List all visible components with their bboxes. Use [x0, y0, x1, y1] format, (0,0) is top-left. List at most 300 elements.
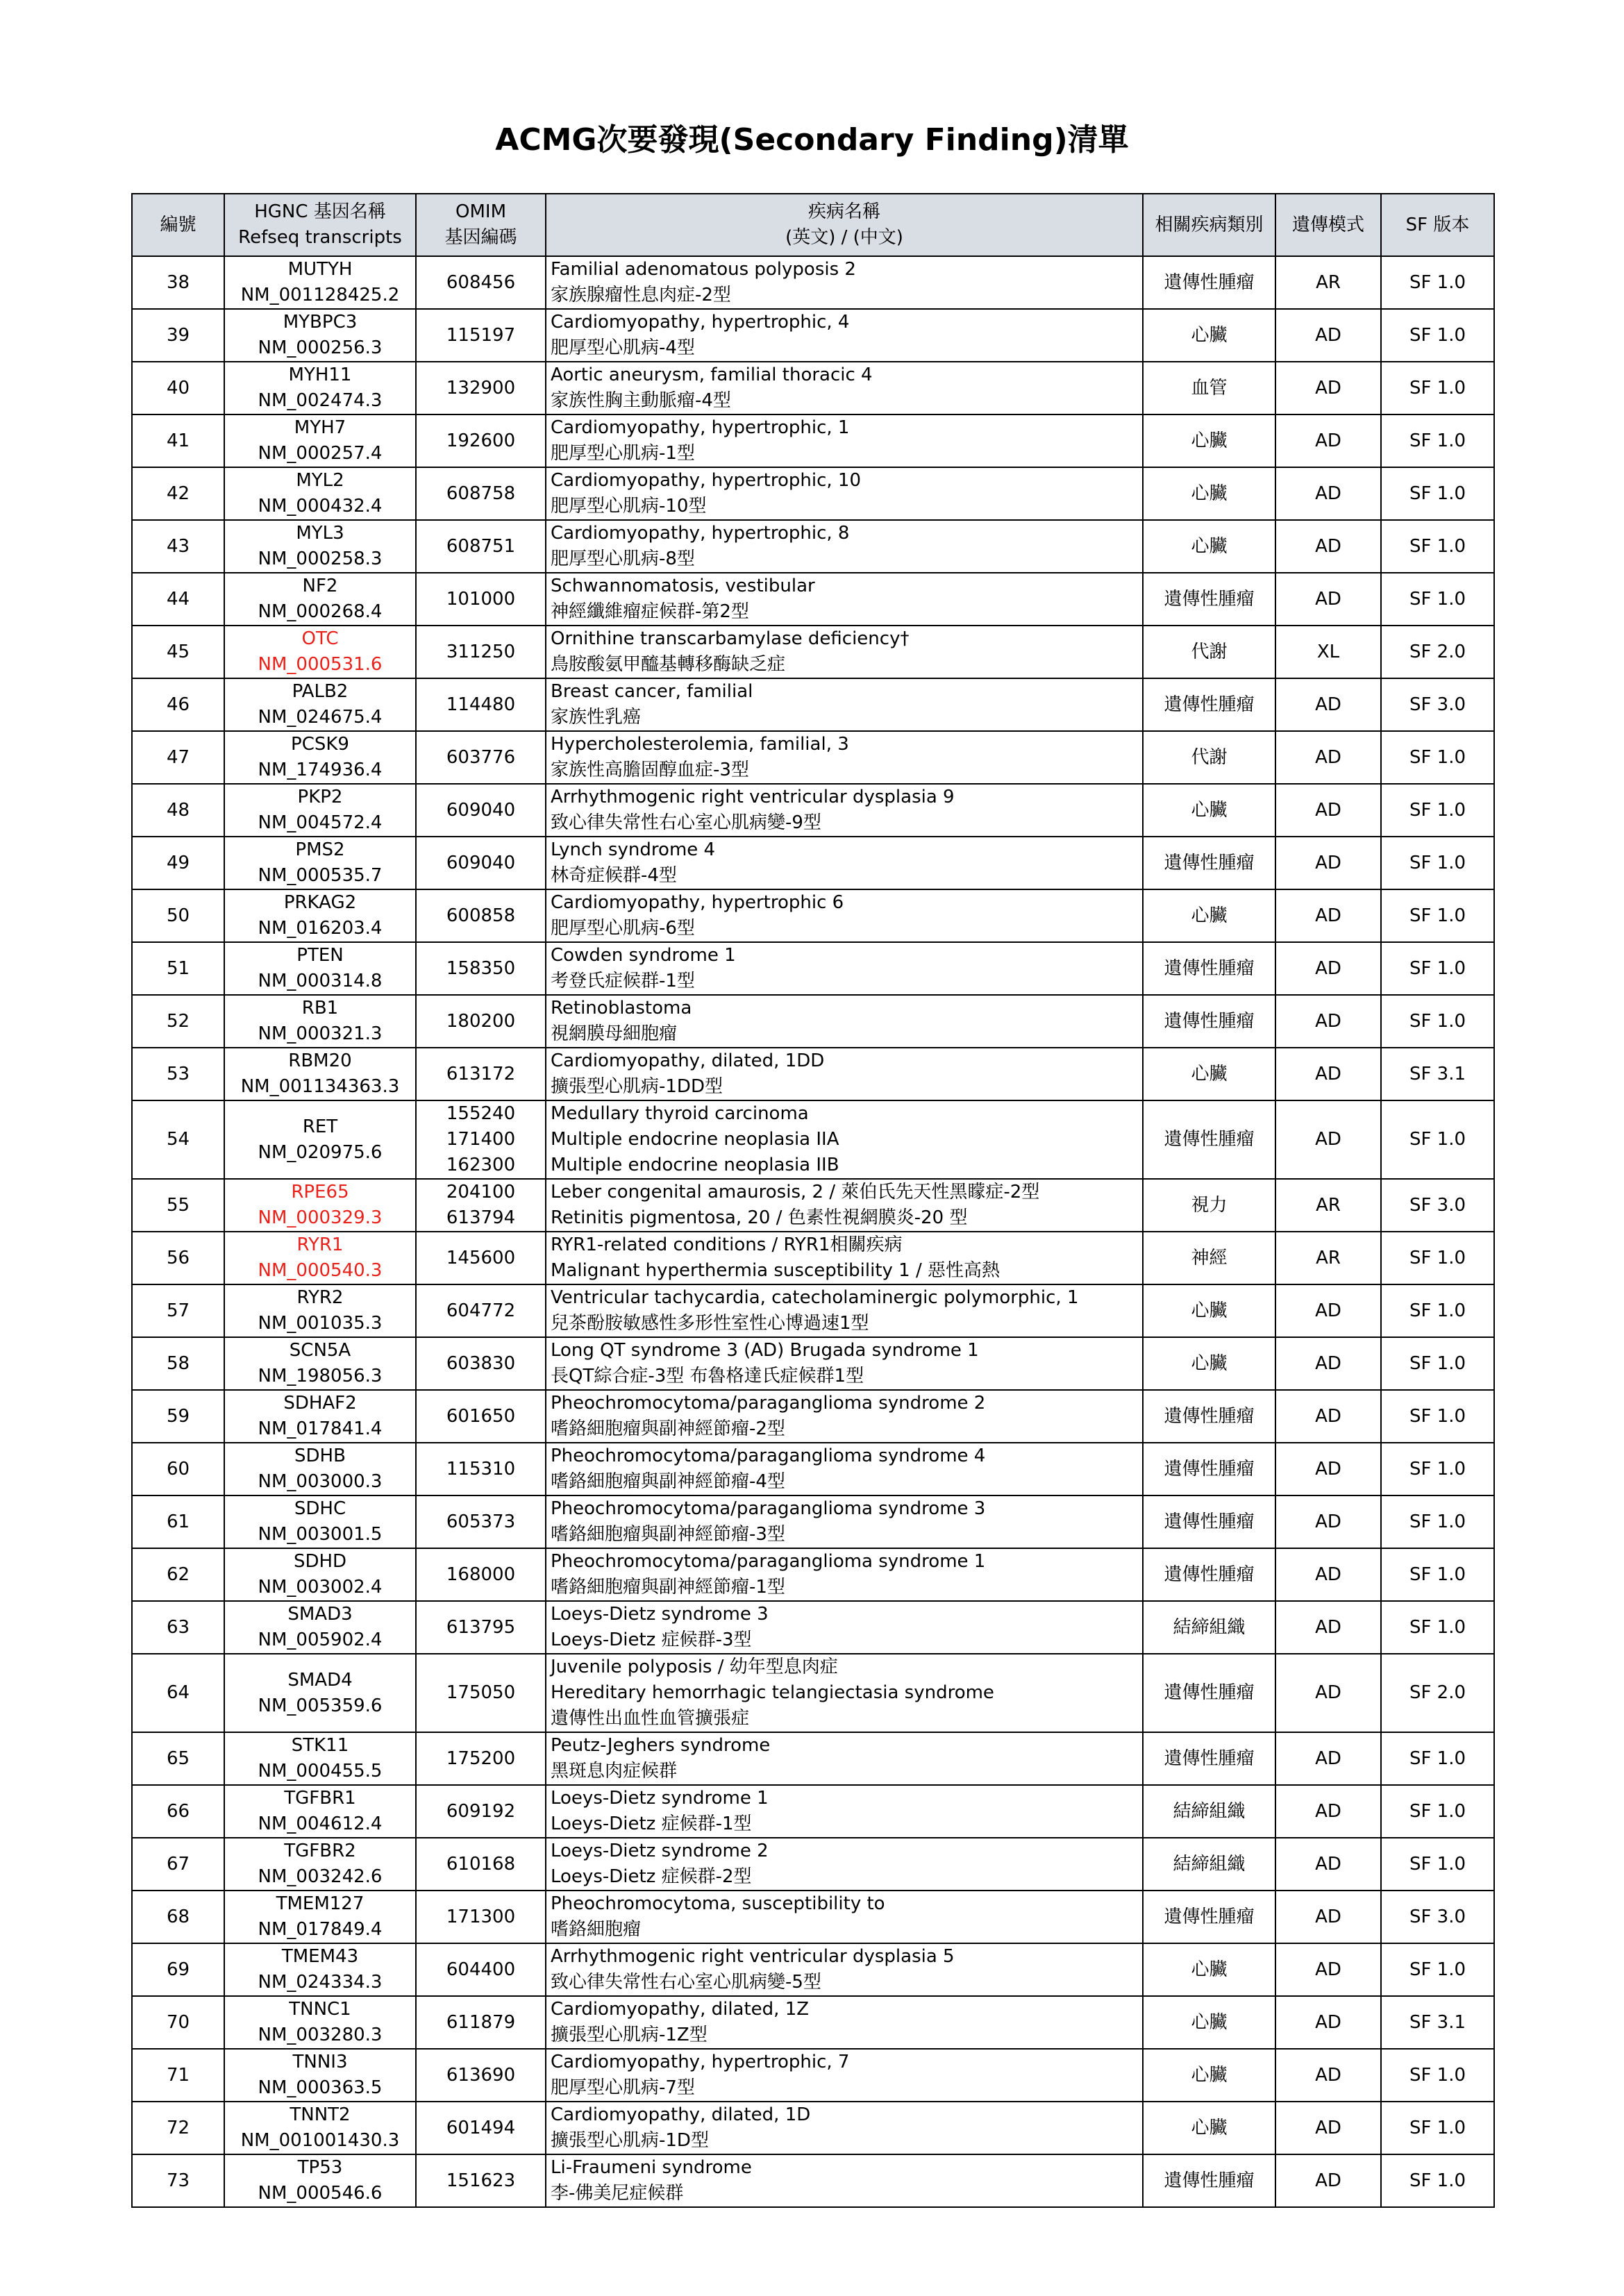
table-row [132, 1284, 1494, 1337]
cell-version: SF 1.0 [1381, 995, 1494, 1048]
cell-gene [224, 942, 416, 995]
header-inheritance: 遺傳模式 [1275, 194, 1381, 256]
cell-omim [416, 1337, 546, 1390]
disease-line: Hereditary hemorrhagic telangiectasia syndrome [551, 1682, 994, 1703]
table-row [132, 256, 1494, 309]
cell-disease [546, 889, 1143, 942]
gene-name: TNNT2 [290, 2104, 351, 2125]
cell-omim [416, 573, 546, 626]
cell-omim [416, 889, 546, 942]
cell-inheritance: AD [1275, 362, 1381, 414]
table-row [132, 731, 1494, 784]
cell-category: 遺傳性腫瘤 [1143, 1443, 1275, 1495]
cell-gene [224, 1232, 416, 1284]
disease-line: 視網膜母細胞瘤 [551, 1023, 678, 1044]
cell-omim [416, 1232, 546, 1284]
cell-category: 心臟 [1143, 1996, 1275, 2049]
cell-no: 49 [132, 837, 224, 889]
cell-disease [546, 2154, 1143, 2207]
cell-omim [416, 256, 546, 309]
cell-omim [416, 995, 546, 1048]
cell-category: 心臟 [1143, 2102, 1275, 2154]
cell-inheritance: AD [1275, 1443, 1381, 1495]
refseq-transcript: NM_024334.3 [258, 1972, 383, 1993]
cell-version: SF 1.0 [1381, 784, 1494, 837]
disease-line: 擴張型心肌病-1D型 [551, 2130, 709, 2151]
cell-disease [546, 784, 1143, 837]
cell-version: SF 1.0 [1381, 2049, 1494, 2102]
cell-version: SF 1.0 [1381, 1495, 1494, 1548]
cell-gene [224, 1943, 416, 1996]
table-row [132, 1891, 1494, 1943]
cell-inheritance: AD [1275, 678, 1381, 731]
table-row [132, 414, 1494, 467]
cell-category: 心臟 [1143, 889, 1275, 942]
omim-code: 151623 [446, 2170, 516, 2191]
cell-disease [546, 837, 1143, 889]
cell-inheritance: AD [1275, 520, 1381, 573]
omim-code: 162300 [446, 1155, 516, 1175]
disease-line: Retinoblastoma [551, 998, 692, 1019]
page-title: ACMG次要發現(Secondary Finding)清單 [495, 122, 1129, 158]
disease-line: Loeys-Dietz 症候群-2型 [551, 1866, 752, 1887]
refseq-transcript: NM_001128425.2 [240, 285, 400, 305]
gene-name: SDHAF2 [283, 1393, 357, 1414]
cell-disease [546, 362, 1143, 414]
gene-name: PTEN [296, 945, 344, 966]
cell-omim [416, 678, 546, 731]
cell-gene [224, 1390, 416, 1443]
cell-gene [224, 1548, 416, 1601]
cell-gene [224, 309, 416, 362]
cell-category: 遺傳性腫瘤 [1143, 837, 1275, 889]
cell-no: 62 [132, 1548, 224, 1601]
omim-code: 601650 [446, 1405, 516, 1427]
cell-omim [416, 362, 546, 414]
cell-omim [416, 1443, 546, 1495]
cell-no: 51 [132, 942, 224, 995]
cell-gene [224, 1654, 416, 1732]
disease-line: Breast cancer, familial [551, 681, 753, 702]
cell-category: 遺傳性腫瘤 [1143, 678, 1275, 731]
disease-line: Malignant hyperthermia susceptibility 1 / 惡性高熱 [551, 1260, 1001, 1281]
cell-no: 41 [132, 414, 224, 467]
gene-name: MUTYH [287, 259, 353, 280]
cell-disease [546, 1654, 1143, 1732]
cell-no: 39 [132, 309, 224, 362]
table-row [132, 573, 1494, 626]
disease-line: 擴張型心肌病-1DD型 [551, 1076, 723, 1097]
cell-version: SF 1.0 [1381, 1838, 1494, 1891]
table-row [132, 1337, 1494, 1390]
disease-line: Cowden syndrome 1 [551, 945, 736, 966]
disease-line: 嗜鉻細胞瘤與副神經節瘤-1型 [551, 1577, 785, 1598]
cell-disease [546, 942, 1143, 995]
gene-name: RPE65 [291, 1182, 349, 1203]
cell-no: 71 [132, 2049, 224, 2102]
disease-line: Hypercholesterolemia, familial, 3 [551, 734, 849, 755]
header-no: 編號 [132, 194, 224, 256]
cell-gene [224, 1495, 416, 1548]
cell-gene [224, 2102, 416, 2154]
cell-version: SF 1.0 [1381, 1732, 1494, 1785]
disease-line: Cardiomyopathy, hypertrophic, 1 [551, 417, 850, 438]
refseq-transcript: NM_000540.3 [258, 1260, 383, 1281]
cell-no: 61 [132, 1495, 224, 1548]
header-gene: HGNC 基因名稱 Refseq transcripts [224, 194, 416, 256]
cell-omim [416, 2102, 546, 2154]
gene-name: TNNC1 [289, 1999, 351, 2020]
omim-code: 609040 [446, 852, 516, 873]
cell-gene [224, 1838, 416, 1891]
cell-no: 57 [132, 1284, 224, 1337]
cell-disease [546, 1390, 1143, 1443]
omim-code: 158350 [446, 957, 516, 979]
cell-inheritance: AD [1275, 467, 1381, 520]
disease-line: 致心律失常性右心室心肌病變-9型 [551, 812, 821, 833]
cell-no: 43 [132, 520, 224, 573]
cell-inheritance: AR [1275, 256, 1381, 309]
cell-no: 44 [132, 573, 224, 626]
disease-line: Cardiomyopathy, dilated, 1DD [551, 1050, 825, 1071]
disease-line: Pheochromocytoma, susceptibility to [551, 1893, 885, 1914]
disease-line: Loeys-Dietz syndrome 3 [551, 1604, 769, 1625]
cell-omim [416, 1495, 546, 1548]
omim-code: 132900 [446, 377, 516, 399]
disease-line: 考登氏症候群-1型 [551, 971, 695, 991]
refseq-transcript: NM_000546.6 [258, 2183, 383, 2204]
refseq-transcript: NM_001035.3 [258, 1313, 383, 1334]
table-row [132, 2102, 1494, 2154]
gene-name: SMAD4 [287, 1669, 353, 1691]
omim-code: 175200 [446, 1748, 516, 1769]
cell-category: 遺傳性腫瘤 [1143, 1654, 1275, 1732]
table-row [132, 309, 1494, 362]
disease-line: Juvenile polyposis / 幼年型息肉症 [551, 1657, 838, 1677]
cell-category: 遺傳性腫瘤 [1143, 256, 1275, 309]
refseq-transcript: NM_005359.6 [258, 1695, 383, 1716]
cell-version: SF 1.0 [1381, 1785, 1494, 1838]
cell-version: SF 2.0 [1381, 1654, 1494, 1732]
disease-line: RYR1-related conditions / RYR1相關疾病 [551, 1234, 903, 1255]
cell-disease [546, 1838, 1143, 1891]
omim-code: 608456 [446, 271, 516, 293]
cell-omim [416, 1390, 546, 1443]
refseq-transcript: NM_000314.8 [258, 971, 383, 991]
cell-inheritance: AD [1275, 2049, 1381, 2102]
table-row [132, 1838, 1494, 1891]
table-row [132, 2049, 1494, 2102]
header-version: SF 版本 [1381, 194, 1494, 256]
omim-code: 180200 [446, 1010, 516, 1032]
cell-no: 63 [132, 1601, 224, 1654]
omim-code: 601494 [446, 2117, 516, 2138]
cell-no: 65 [132, 1732, 224, 1785]
table-row [132, 678, 1494, 731]
cell-category: 心臟 [1143, 784, 1275, 837]
cell-gene [224, 837, 416, 889]
cell-category: 遺傳性腫瘤 [1143, 2154, 1275, 2207]
disease-line: Li-Fraumeni syndrome [551, 2157, 752, 2178]
cell-category: 神經 [1143, 1232, 1275, 1284]
disease-line: Lynch syndrome 4 [551, 839, 716, 860]
disease-line: 遺傳性出血性血管擴張症 [551, 1708, 750, 1729]
cell-omim [416, 2049, 546, 2102]
omim-code: 608751 [446, 535, 516, 557]
table-row [132, 1732, 1494, 1785]
cell-category: 心臟 [1143, 2049, 1275, 2102]
cell-no: 69 [132, 1943, 224, 1996]
cell-inheritance: AD [1275, 1785, 1381, 1838]
cell-omim [416, 1996, 546, 2049]
cell-disease [546, 626, 1143, 678]
gene-name: PKP2 [297, 787, 343, 807]
cell-disease [546, 1548, 1143, 1601]
gene-name: SDHB [294, 1446, 346, 1466]
header-omim: OMIM 基因編碼 [416, 194, 546, 256]
disease-line: 兒茶酚胺敏感性多形性室性心博過速1型 [551, 1313, 869, 1334]
cell-gene [224, 1179, 416, 1232]
refseq-transcript: NM_000531.6 [258, 654, 383, 675]
omim-code: 192600 [446, 430, 516, 451]
cell-omim [416, 1838, 546, 1891]
omim-code: 600858 [446, 905, 516, 926]
gene-name: OTC [301, 628, 339, 649]
cell-category: 心臟 [1143, 520, 1275, 573]
cell-inheritance: AD [1275, 309, 1381, 362]
table-row [132, 1443, 1494, 1495]
disease-line: Loeys-Dietz syndrome 2 [551, 1841, 769, 1861]
disease-line: 致心律失常性右心室心肌病變-5型 [551, 1972, 821, 1993]
refseq-transcript: NM_004572.4 [258, 812, 383, 833]
gene-name: PRKAG2 [283, 892, 357, 913]
disease-line: 神經纖維瘤症候群-第2型 [551, 601, 749, 622]
cell-version: SF 1.0 [1381, 2154, 1494, 2207]
cell-version: SF 1.0 [1381, 837, 1494, 889]
cell-version: SF 3.0 [1381, 1179, 1494, 1232]
cell-no: 55 [132, 1179, 224, 1232]
omim-code: 145600 [446, 1247, 516, 1268]
cell-disease [546, 678, 1143, 731]
cell-version: SF 1.0 [1381, 1232, 1494, 1284]
disease-line: Pheochromocytoma/paraganglioma syndrome 1 [551, 1551, 986, 1572]
cell-omim [416, 414, 546, 467]
cell-category: 血管 [1143, 362, 1275, 414]
cell-category: 遺傳性腫瘤 [1143, 1891, 1275, 1943]
cell-no: 47 [132, 731, 224, 784]
cell-omim [416, 784, 546, 837]
cell-gene [224, 2049, 416, 2102]
disease-line: 林奇症候群-4型 [551, 865, 677, 886]
refseq-transcript: NM_024675.4 [258, 707, 383, 728]
omim-code: 613690 [446, 2064, 516, 2086]
gene-name: PCSK9 [291, 734, 349, 755]
gene-name: TGFBR2 [284, 1841, 356, 1861]
cell-category: 遺傳性腫瘤 [1143, 1495, 1275, 1548]
cell-inheritance: AD [1275, 1943, 1381, 1996]
cell-gene [224, 784, 416, 837]
cell-category: 遺傳性腫瘤 [1143, 1732, 1275, 1785]
cell-no: 42 [132, 467, 224, 520]
disease-line: 嗜鉻細胞瘤 [551, 1919, 642, 1940]
cell-category: 心臟 [1143, 414, 1275, 467]
cell-disease [546, 414, 1143, 467]
disease-line: 黑斑息肉症候群 [551, 1761, 678, 1782]
disease-line: 家族性乳癌 [551, 707, 642, 728]
cell-no: 56 [132, 1232, 224, 1284]
table-row [132, 1654, 1494, 1732]
cell-inheritance: AD [1275, 995, 1381, 1048]
cell-version: SF 1.0 [1381, 309, 1494, 362]
cell-omim [416, 626, 546, 678]
cell-gene [224, 1601, 416, 1654]
table-row [132, 1548, 1494, 1601]
cell-version: SF 1.0 [1381, 1337, 1494, 1390]
refseq-transcript: NM_016203.4 [258, 918, 383, 939]
cell-inheritance: AD [1275, 784, 1381, 837]
disease-line: 李-佛美尼症候群 [551, 2183, 684, 2204]
cell-inheritance: AD [1275, 1100, 1381, 1179]
gene-name: PMS2 [295, 839, 345, 860]
cell-no: 45 [132, 626, 224, 678]
disease-line: 嗜鉻細胞瘤與副神經節瘤-4型 [551, 1471, 785, 1492]
refseq-transcript: NM_000268.4 [258, 601, 383, 622]
cell-gene [224, 1891, 416, 1943]
cell-disease [546, 467, 1143, 520]
cell-no: 68 [132, 1891, 224, 1943]
cell-omim [416, 942, 546, 995]
table-row [132, 362, 1494, 414]
omim-code: 613795 [446, 1616, 516, 1638]
gene-name: SMAD3 [287, 1604, 353, 1625]
table-row [132, 942, 1494, 995]
gene-name: RYR1 [296, 1234, 344, 1255]
omim-code: 608758 [446, 483, 516, 504]
omim-code: 611879 [446, 2011, 516, 2033]
table-row [132, 626, 1494, 678]
cell-version: SF 1.0 [1381, 256, 1494, 309]
disease-line: Leber congenital amaurosis, 2 / 萊伯氏先天性黑矇症-2型 [551, 1182, 1040, 1203]
gene-name: SDHC [294, 1498, 346, 1519]
disease-line: 嗜鉻細胞瘤與副神經節瘤-3型 [551, 1524, 785, 1545]
table-row [132, 1495, 1494, 1548]
cell-inheritance: AD [1275, 889, 1381, 942]
cell-inheritance: AD [1275, 1891, 1381, 1943]
omim-code: 603830 [446, 1352, 516, 1374]
disease-line: Arrhythmogenic right ventricular dysplasia 5 [551, 1946, 955, 1967]
cell-inheritance: AD [1275, 731, 1381, 784]
cell-inheritance: AD [1275, 837, 1381, 889]
disease-line: Cardiomyopathy, dilated, 1D [551, 2104, 811, 2125]
cell-category: 視力 [1143, 1179, 1275, 1232]
cell-disease [546, 256, 1143, 309]
gene-name: MYBPC3 [283, 312, 358, 333]
cell-disease [546, 2049, 1143, 2102]
gene-name: SDHD [293, 1551, 347, 1572]
cell-inheritance: AD [1275, 1048, 1381, 1100]
table-row [132, 1996, 1494, 2049]
cell-disease [546, 520, 1143, 573]
cell-omim [416, 1284, 546, 1337]
cell-gene [224, 2154, 416, 2207]
disease-line: Arrhythmogenic right ventricular dysplasia 9 [551, 787, 955, 807]
table-row [132, 1048, 1494, 1100]
omim-code: 609040 [446, 799, 516, 821]
cell-version: SF 1.0 [1381, 1443, 1494, 1495]
refseq-transcript: NM_003242.6 [258, 1866, 383, 1887]
disease-line: 擴張型心肌病-1Z型 [551, 2025, 708, 2045]
disease-line: Pheochromocytoma/paraganglioma syndrome 4 [551, 1446, 986, 1466]
gene-name: SCN5A [289, 1340, 351, 1361]
cell-disease [546, 1732, 1143, 1785]
cell-gene [224, 362, 416, 414]
cell-version: SF 1.0 [1381, 1100, 1494, 1179]
cell-disease [546, 1943, 1143, 1996]
cell-omim [416, 1732, 546, 1785]
cell-no: 52 [132, 995, 224, 1048]
refseq-transcript: NM_000256.3 [258, 337, 383, 358]
omim-code: 115197 [446, 324, 516, 346]
omim-code: 605373 [446, 1511, 516, 1532]
cell-no: 40 [132, 362, 224, 414]
cell-gene [224, 1785, 416, 1838]
cell-category: 結締組織 [1143, 1601, 1275, 1654]
cell-gene [224, 1284, 416, 1337]
cell-version: SF 1.0 [1381, 414, 1494, 467]
cell-no: 50 [132, 889, 224, 942]
disease-line: Peutz-Jeghers syndrome [551, 1735, 771, 1756]
cell-disease [546, 2102, 1143, 2154]
disease-line: 嗜鉻細胞瘤與副神經節瘤-2型 [551, 1418, 785, 1439]
cell-omim [416, 1601, 546, 1654]
disease-line: 肥厚型心肌病-7型 [551, 2077, 695, 2098]
omim-code: 613172 [446, 1063, 516, 1084]
refseq-transcript: NM_020975.6 [258, 1141, 383, 1163]
refseq-transcript: NM_003002.4 [258, 1577, 383, 1598]
cell-omim [416, 731, 546, 784]
cell-gene [224, 731, 416, 784]
disease-line: Retinitis pigmentosa, 20 / 色素性視網膜炎-20 型 [551, 1207, 968, 1228]
cell-gene [224, 256, 416, 309]
cell-category: 遺傳性腫瘤 [1143, 942, 1275, 995]
cell-no: 72 [132, 2102, 224, 2154]
disease-line: Schwannomatosis, vestibular [551, 576, 815, 596]
cell-disease [546, 1337, 1143, 1390]
cell-category: 代謝 [1143, 626, 1275, 678]
disease-line: 家族性胸主動脈瘤-4型 [551, 390, 731, 411]
cell-category: 結締組織 [1143, 1838, 1275, 1891]
cell-omim [416, 1100, 546, 1179]
cell-category: 代謝 [1143, 731, 1275, 784]
disease-line: Familial adenomatous polyposis 2 [551, 259, 856, 280]
omim-code: 115310 [446, 1458, 516, 1480]
cell-version: SF 1.0 [1381, 889, 1494, 942]
table-row [132, 520, 1494, 573]
table-body [132, 256, 1494, 2207]
cell-category: 心臟 [1143, 1048, 1275, 1100]
gene-name: PALB2 [292, 681, 349, 702]
refseq-transcript: NM_174936.4 [258, 760, 383, 780]
table-row [132, 1390, 1494, 1443]
gene-name: TMEM127 [276, 1893, 365, 1914]
cell-version: SF 1.0 [1381, 1943, 1494, 1996]
cell-disease [546, 1048, 1143, 1100]
table-row [132, 889, 1494, 942]
refseq-transcript: NM_000535.7 [258, 865, 383, 886]
cell-omim [416, 1654, 546, 1732]
table-row [132, 1943, 1494, 1996]
cell-category: 遺傳性腫瘤 [1143, 1548, 1275, 1601]
